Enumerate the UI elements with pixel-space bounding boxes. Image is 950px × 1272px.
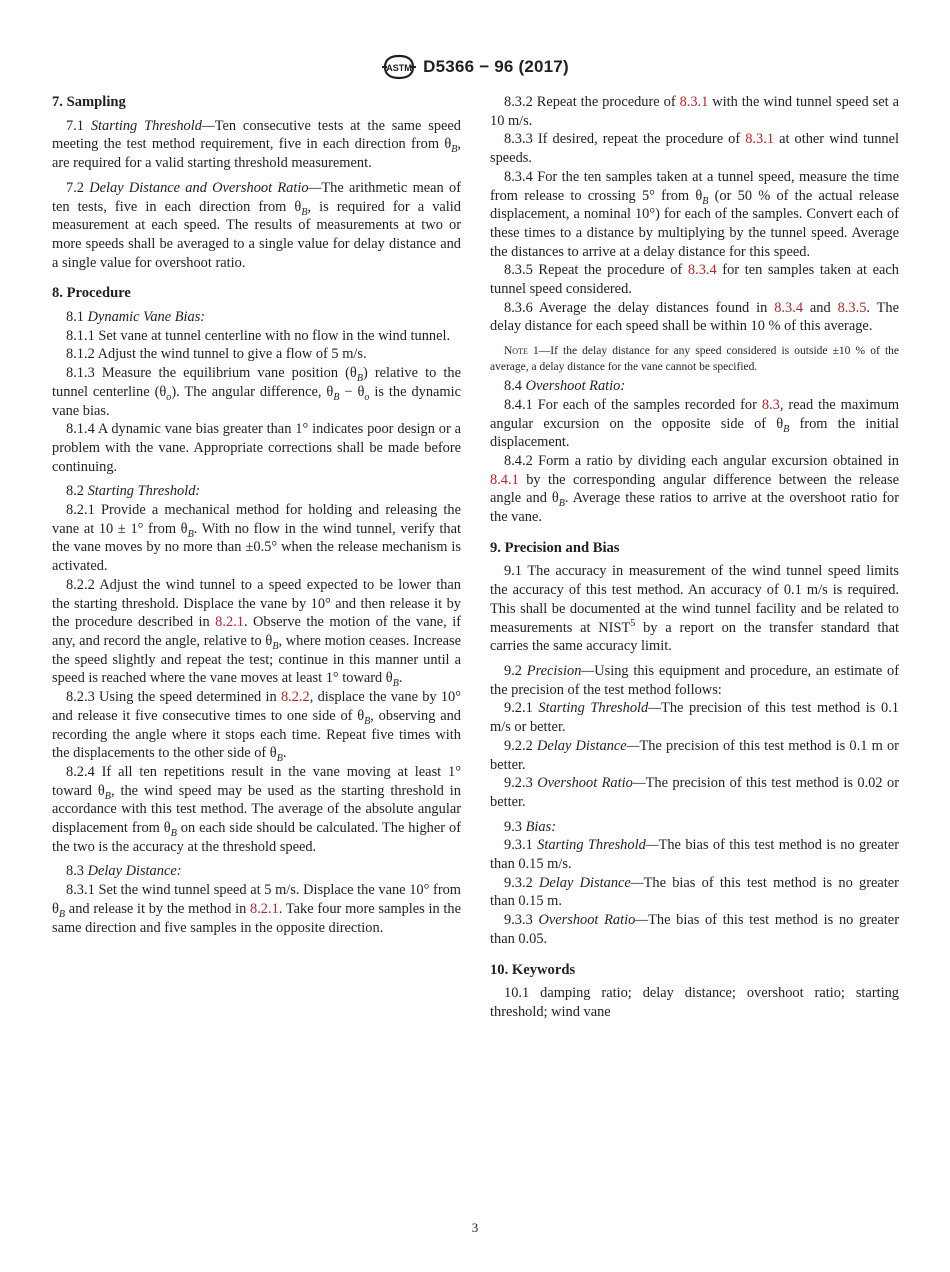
section-heading-procedure: 8. Procedure — [52, 285, 131, 302]
paragraph-7-2: 7.2 Delay Distance and Overshoot Ratio—The arithmetic mean of ten tests, five in each direction from $\theta_B$, is required for a valid measurement at each speed. The results of measurements at two or more speeds shall be averaged to a single value for delay distance and a single value for overshoot ratio. — [52, 179, 461, 271]
document-designation: D5366 − 96 (2017) — [423, 57, 569, 76]
section-heading-sampling: 7. Sampling — [52, 94, 126, 110]
xref-8-3-4[interactable]: 8.3.4 — [774, 299, 804, 316]
note-1: Note 1—If the delay distance for any speed considered is outside ±10 % of the average, a delay distance for the vane cannot be specified. — [490, 345, 899, 373]
xref-8-2-1[interactable]: 8.2.1 — [215, 614, 244, 631]
paragraph-8-2: 8.2 Starting Threshold: — [66, 483, 201, 500]
paragraph-8-2-3: 8.2.3 Using the speed determined in 8.2.2, displace the vane by 10° and release it five consecutive times to one side of $\theta_B$, observing and recording the angle where it stops each time. Repeat five times with the displacements to the other side of $\theta_B$. — [52, 689, 462, 765]
paragraph-9-2-1: 9.2.1 Starting Threshold—The precision of this test method is 0.1 m/s or better. — [490, 700, 899, 736]
xref-8-3-4[interactable]: 8.3.4 — [687, 262, 717, 279]
paragraph-8-1: 8.1 Dynamic Vane Bias: — [66, 309, 206, 326]
paragraph-9-3: 9.3 Bias: — [504, 818, 556, 835]
right-column — [490, 93, 899, 1022]
paragraph-9-3-1: 9.3.1 Starting Threshold—The bias of this test method is no greater than 0.15 m/s. — [490, 837, 899, 873]
xref-8-4-1[interactable]: 8.4.1 — [490, 471, 519, 488]
paragraph-9-3-2: 9.3.2 Delay Distance—The bias of this test method is no greater than 0.15 m. — [490, 874, 899, 910]
paragraph-9-2: 9.2 Precision—Using this equipment and procedure, an estimate of the precision of the test method follows: — [490, 662, 899, 698]
paragraph-8-4: 8.4 Overshoot Ratio: — [504, 378, 626, 395]
paragraph-8-4-2: 8.4.2 Form a ratio by dividing each angular excursion obtained in 8.4.1 by the corresponding angular difference between the release angle and $\theta_B$. Average these ratios to arrive at the overshoot ratio for the vane. — [490, 452, 899, 526]
paragraph-8-3: 8.3 Delay Distance: — [66, 863, 182, 880]
paragraph-8-3-4: 8.3.4 For the ten samples taken at a tunnel speed, measure the time from release to crossing 5° from $\theta_B$ (or 50 % of the actual release displacement, a nominal 10°) for each of the samples. Convert each of these times to a distance by multiplying by the tunnel speed. Average the distances to arrive at a delay distance for this speed. — [490, 168, 900, 260]
paragraph-8-1-1: 8.1.1 Set vane at tunnel centerline with no flow in the wind tunnel. — [66, 327, 451, 344]
paragraph-8-3-1: 8.3.1 Set the wind tunnel speed at 5 m/s. Displace the vane 10° from $\theta_B$ and release it by the method in 8.2.1. Take four more samples in the same direction and five samples in the opposite direction. — [52, 882, 461, 936]
paragraph-8-4-1: 8.4.1 For each of the samples recorded for 8.3, read the maximum angular excursion on the opposite side of $\theta_B$ from the initial displacement. — [490, 396, 900, 451]
paragraph-8-1-2: 8.1.2 Adjust the wind tunnel to give a flow of 5 m/s. — [66, 346, 367, 363]
xref-8-3[interactable]: 8.3 — [761, 396, 780, 413]
paragraph-9-2-2: 9.2.2 Delay Distance—The precision of this test method is 0.1 m or better. — [490, 737, 899, 773]
xref-8-2-2[interactable]: 8.2.2 — [280, 689, 310, 706]
paragraph-8-3-6: 8.3.6 Average the delay distances found in 8.3.4 and 8.3.5. The delay distance for each speed shall be within 10 % of this average. — [490, 299, 900, 335]
left-column — [52, 93, 461, 937]
section-heading-keywords: 10. Keywords — [490, 961, 576, 978]
paragraph-7-1: 7.1 Starting Threshold—Ten consecutive tests at the same speed meeting the test method requirement, five in each direction from $\theta_B$, are required for a valid starting threshold measurement. — [52, 117, 461, 172]
paragraph-9-1: 9.1 The accuracy in measurement of the wind tunnel speed limits the accuracy of this test method. An accuracy of 0.1 m/s is required. This shall be documented at the wind tunnel facility and be related to measurements at NIST$^5$ by a report on the transfer standard that carries the same accuracy limit. — [490, 563, 899, 655]
xref-8-2-1[interactable]: 8.2.1 — [250, 900, 279, 917]
svg-text:ASTM: ASTM — [386, 63, 412, 73]
section-heading-precision-and-bias: 9. Precision and Bias — [490, 539, 620, 556]
xref-8-3-1[interactable]: 8.3.1 — [745, 131, 775, 148]
paragraph-9-2-3: 9.2.3 Overshoot Ratio—The precision of this test method is 0.02 or better. — [490, 775, 899, 810]
xref-8-3-5[interactable]: 8.3.5 — [837, 299, 867, 316]
paragraph-9-3-3: 9.3.3 Overshoot Ratio—The bias of this test method is no greater than 0.05. — [490, 912, 899, 947]
paragraph-8-3-3: 8.3.3 If desired, repeat the procedure of 8.3.1 at other wind tunnel speeds. — [490, 131, 899, 167]
paragraph-8-1-4: 8.1.4 A dynamic vane bias greater than 1° indicates poor design or a problem with the vane. Appropriate corrections shall be made before continuing. — [52, 421, 461, 475]
xref-8-3-1[interactable]: 8.3.1 — [679, 94, 709, 110]
page-number: 3 — [471, 1220, 479, 1235]
paragraph-8-2-1: 8.2.1 Provide a mechanical method for holding and releasing the vane at 10 ± 1° from $\theta_B$. With no flow in the wind tunnel, verify that the vane moves by no more than ±0.5° when the release mechanism is activated. — [52, 502, 462, 575]
paragraph-8-2-2: 8.2.2 Adjust the wind tunnel to a speed expected to be lower than the starting threshold. Displace the vane by 10° and then release it by the procedure described in 8.2.1. Observe the motion of the vane, if any, and record the angle, relative to $\theta_B$, where motion ceases. Increase the speed slightly and repeat the test; continue in this manner until a speed is reached where the vane moves at least 1° toward $\theta_B$. — [52, 576, 461, 690]
paragraph-8-2-4: 8.2.4 If all ten repetitions result in the vane moving at least 1° toward $\theta_B$, the wind speed may be used as the starting threshold in accordance with this test method. The average of the absolute angular displacement from $\theta_B$ on each side should be calculated. The higher of the two is the accuracy at the threshold speed. — [52, 763, 461, 855]
astm-logo — [381, 54, 417, 80]
page-header — [0, 52, 950, 82]
paragraph-8-3-5: 8.3.5 Repeat the procedure of 8.3.4 for ten samples taken at each tunnel speed considered. — [490, 262, 899, 298]
paragraph-8-1-3: 8.1.3 Measure the equilibrium vane position $(\theta_B)$ relative to the tunnel centerline $(\theta_o)$. The angular difference, $\theta_B - \theta_o$ is the dynamic vane bias. — [52, 365, 461, 419]
paragraph-10-1: 10.1 damping ratio; delay distance; overshoot ratio; starting threshold; wind vane — [490, 985, 899, 1020]
paragraph-8-3-2: 8.3.2 Repeat the procedure of 8.3.1 with the wind tunnel speed set a 10 m/s. — [490, 94, 899, 129]
